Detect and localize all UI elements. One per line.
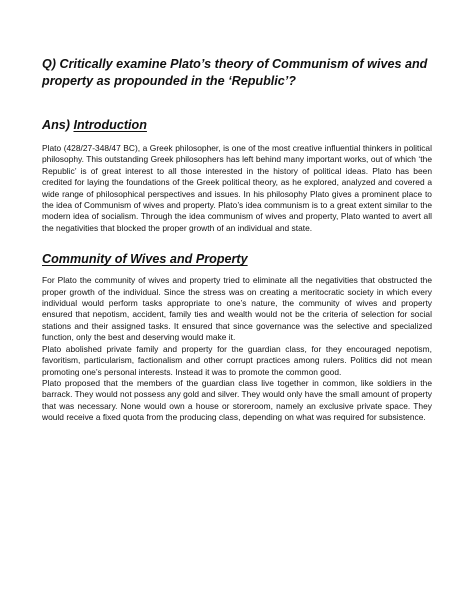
- introduction-title: Introduction: [73, 118, 147, 132]
- question-heading: Q) Critically examine Plato’s theory of Communism of wives and property as propounded in the ‘Republic’?: [42, 57, 428, 88]
- introduction-paragraph: Plato (428/27-348/47 BC), a Greek philosopher, is one of the most creative influential thinkers in political philosophy. This outstanding Greek philosophers has left behind many important works, out of which ‘the Republic’ is of great interest to all those interested in the history of political ideas. Plato has been credited for laying the foundations of the Greek political theory, as he explored, analyzed and covered a wide range of philosophical perspectives and issues. In his philosophy Plato gives a prominent place to the idea of Communism of wives and property. Plato’s idea communism is to a great extent similar to the modern idea of socialism. Through the idea communism of wives and property, Plato wanted to avert all the negativities that blocked the proper growth of an individual and state.: [42, 143, 432, 233]
- section-heading: Community of Wives and Property: [42, 252, 248, 267]
- answer-prefix: Ans): [42, 118, 74, 132]
- answer-intro-heading: [42, 117, 432, 134]
- section-paragraph-1: For Plato the community of wives and property tried to eliminate all the negativities that obstructed the proper growth of the individual. Since the stress was on creating a meritocratic society in which every individual would perform tasks appropriate to one’s nature, the community of wives and property ensured that nepotism, accident, family ties and wealth would not be the criteria of selection for social stations and their assigned tasks. It ensured that since governance was the selective and specialized function, only the best and deserving would make it.: [42, 275, 432, 343]
- section-paragraph-3: Plato proposed that the members of the guardian class live together in common, like soldiers in the barrack. They would not possess any gold and silver. They would only have the small amount of property that was necessary. None would own a house or storeroom, namely an exclusive private space. They would receive a fixed quota from the producing class, depending on what was required for subsistence.: [42, 377, 432, 423]
- section-paragraph-2: Plato abolished private family and property for the guardian class, for they encouraged nepotism, favoritism, particularism, factionalism and other corrupt practices among rulers. Politics did not mean promoting one’s personal interests. Instead it was to promote the common good.: [42, 343, 432, 377]
